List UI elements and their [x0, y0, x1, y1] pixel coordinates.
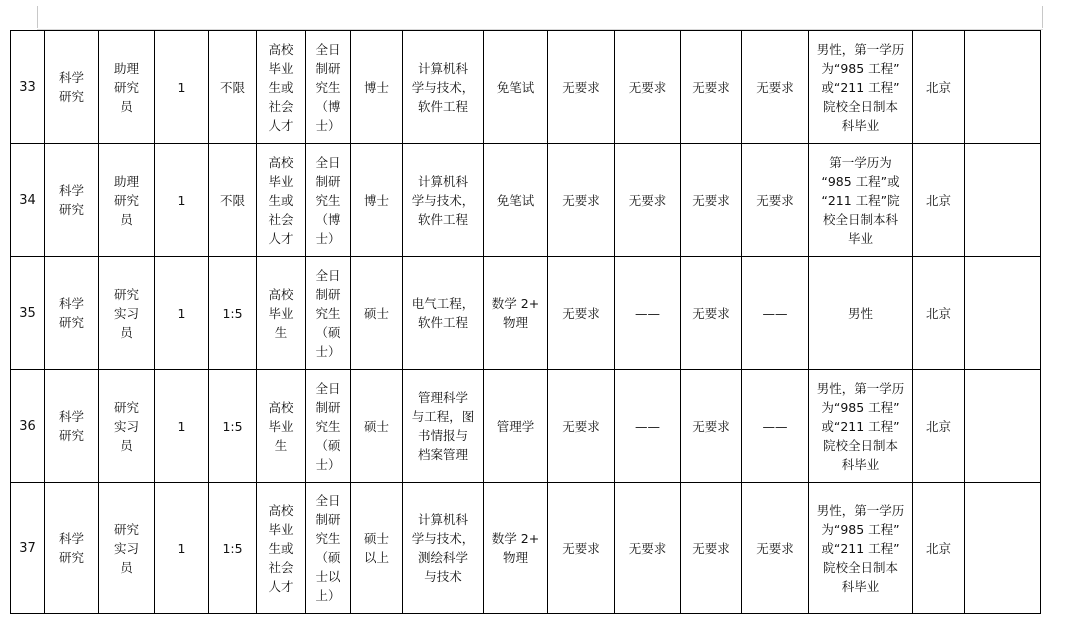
education-cell: 全日 制研 究生 （博 士）	[306, 31, 351, 144]
requirement-cell: ——	[615, 257, 681, 370]
table-row	[11, 483, 1041, 614]
row-number-cell: 37	[11, 483, 45, 614]
requirement-cell: 无要求	[548, 144, 615, 257]
position-cell: 研究 实习 员	[99, 483, 155, 614]
requirement-cell: 无要求	[615, 483, 681, 614]
note-cell	[965, 370, 1041, 483]
row-number-cell: 36	[11, 370, 45, 483]
requirement-cell: 无要求	[548, 483, 615, 614]
ratio-cell: 1:5	[209, 483, 257, 614]
position-cell: 研究 实习 员	[99, 257, 155, 370]
category-cell: 科学 研究	[45, 483, 99, 614]
education-cell: 全日 制研 究生 （硕 士）	[306, 257, 351, 370]
other-requirement-cell: 男性，第一学历 为“985 工程” 或“211 工程” 院校全日制本 科毕业	[809, 31, 913, 144]
location-cell: 北京	[913, 31, 965, 144]
requirement-cell: 无要求	[615, 144, 681, 257]
location-cell: 北京	[913, 257, 965, 370]
category-cell: 科学 研究	[45, 31, 99, 144]
count-cell: 1	[155, 31, 209, 144]
count-cell: 1	[155, 370, 209, 483]
requirement-cell: 无要求	[681, 483, 742, 614]
degree-cell: 硕士 以上	[351, 483, 403, 614]
degree-cell: 硕士	[351, 257, 403, 370]
requirement-cell: 无要求	[742, 144, 809, 257]
requirement-cell: 无要求	[548, 257, 615, 370]
exam-cell: 数学 2+ 物理	[484, 257, 548, 370]
note-cell	[965, 483, 1041, 614]
position-cell: 助理 研究 员	[99, 31, 155, 144]
requirement-cell: ——	[615, 370, 681, 483]
page-header-area	[0, 0, 1080, 30]
requirement-cell: ——	[742, 257, 809, 370]
requirement-cell: 无要求	[742, 31, 809, 144]
row-number-cell: 34	[11, 144, 45, 257]
right-crop-mark	[1042, 6, 1043, 28]
position-cell: 研究 实习 员	[99, 370, 155, 483]
major-cell: 计算机科 学与技术， 软件工程	[403, 31, 484, 144]
table-row	[11, 144, 1041, 257]
exam-cell: 数学 2+ 物理	[484, 483, 548, 614]
requirement-cell: 无要求	[615, 31, 681, 144]
exam-cell: 免笔试	[484, 31, 548, 144]
count-cell: 1	[155, 483, 209, 614]
category-cell: 科学 研究	[45, 257, 99, 370]
location-cell: 北京	[913, 483, 965, 614]
requirement-cell: 无要求	[742, 483, 809, 614]
table-row	[11, 31, 1041, 144]
count-cell: 1	[155, 144, 209, 257]
degree-cell: 博士	[351, 144, 403, 257]
exam-cell: 管理学	[484, 370, 548, 483]
ratio-cell: 1:5	[209, 370, 257, 483]
source-cell: 高校 毕业 生或 社会 人才	[257, 31, 306, 144]
location-cell: 北京	[913, 370, 965, 483]
source-cell: 高校 毕业 生	[257, 257, 306, 370]
row-number-cell: 35	[11, 257, 45, 370]
education-cell: 全日 制研 究生 （硕 士）	[306, 370, 351, 483]
location-cell: 北京	[913, 144, 965, 257]
source-cell: 高校 毕业 生	[257, 370, 306, 483]
source-cell: 高校 毕业 生或 社会 人才	[257, 483, 306, 614]
requirement-cell: 无要求	[681, 370, 742, 483]
note-cell	[965, 31, 1041, 144]
ratio-cell: 不限	[209, 31, 257, 144]
source-cell: 高校 毕业 生或 社会 人才	[257, 144, 306, 257]
left-crop-mark	[37, 6, 38, 28]
note-cell	[965, 144, 1041, 257]
other-requirement-cell: 男性	[809, 257, 913, 370]
major-cell: 计算机科 学与技术， 软件工程	[403, 144, 484, 257]
major-cell: 电气工程， 软件工程	[403, 257, 484, 370]
requirement-cell: 无要求	[548, 370, 615, 483]
ratio-cell: 不限	[209, 144, 257, 257]
major-cell: 计算机科 学与技术， 测绘科学 与技术	[403, 483, 484, 614]
degree-cell: 博士	[351, 31, 403, 144]
education-cell: 全日 制研 究生 （博 士）	[306, 144, 351, 257]
requirement-cell: ——	[742, 370, 809, 483]
requirement-cell: 无要求	[548, 31, 615, 144]
requirement-cell: 无要求	[681, 257, 742, 370]
count-cell: 1	[155, 257, 209, 370]
education-cell: 全日 制研 究生 （硕 士以 上）	[306, 483, 351, 614]
other-requirement-cell: 男性，第一学历 为“985 工程” 或“211 工程” 院校全日制本 科毕业	[809, 370, 913, 483]
requirement-cell: 无要求	[681, 31, 742, 144]
table-row	[11, 257, 1041, 370]
position-cell: 助理 研究 员	[99, 144, 155, 257]
major-cell: 管理科学 与工程，图 书情报与 档案管理	[403, 370, 484, 483]
note-cell	[965, 257, 1041, 370]
other-requirement-cell: 男性，第一学历 为“985 工程” 或“211 工程” 院校全日制本 科毕业	[809, 483, 913, 614]
table-row	[11, 370, 1041, 483]
requirement-cell: 无要求	[681, 144, 742, 257]
degree-cell: 硕士	[351, 370, 403, 483]
row-number-cell: 33	[11, 31, 45, 144]
other-requirement-cell: 第一学历为 “985 工程”或 “211 工程”院 校全日制本科 毕业	[809, 144, 913, 257]
ratio-cell: 1:5	[209, 257, 257, 370]
category-cell: 科学 研究	[45, 144, 99, 257]
recruitment-table	[10, 30, 1041, 614]
category-cell: 科学 研究	[45, 370, 99, 483]
exam-cell: 免笔试	[484, 144, 548, 257]
